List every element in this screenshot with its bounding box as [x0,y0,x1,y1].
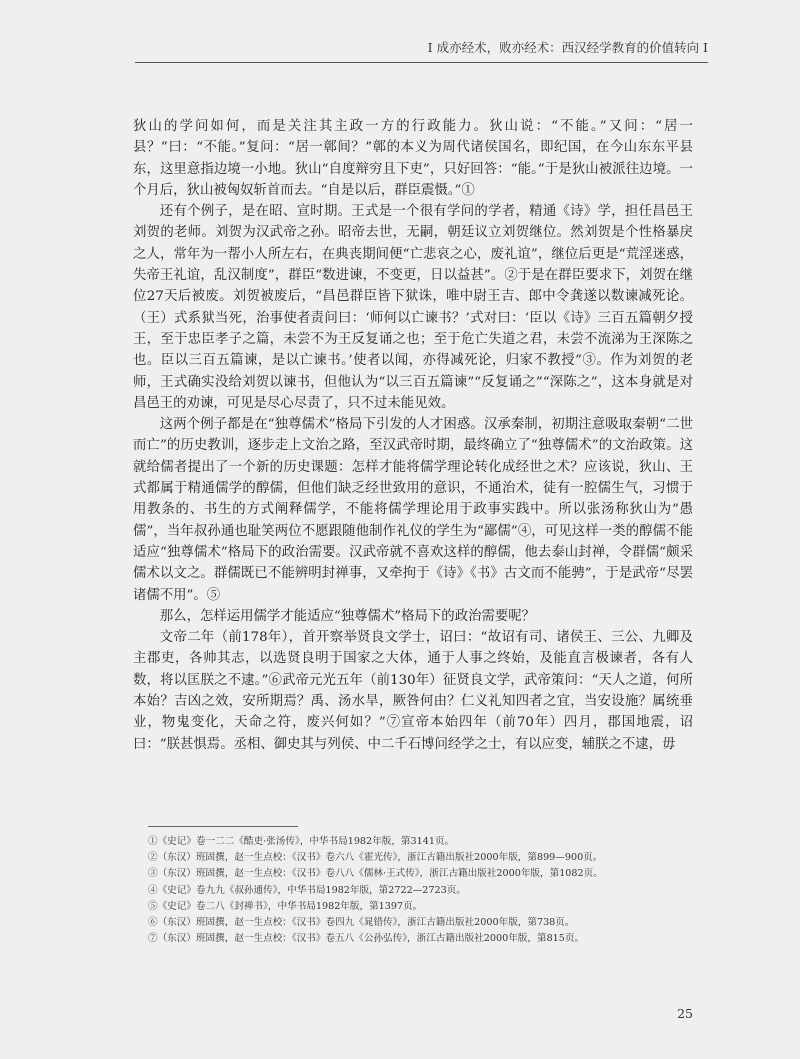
page-number: 25 [677,1006,693,1021]
paragraph-2: 还有个例子，是在昭、宣时期。王式是一个很有学问的学者，精通《诗》学，担任昌邑王刘贺的老师。刘贺为汉武帝之孙。昭帝去世，无嗣，朝廷议立刘贺继位。然刘贺是个性格暴戾之人，常年为一帮小人所左右，在典丧期间便“亡悲哀之心，废礼谊”，继位后更是“荒淫迷惑，失帝王礼谊，乱汉制度”，群臣“数进谏，不变更，日以益甚”。②于是在群臣要求下，刘贺在继位27天后被废。刘贺被废后，“昌邑群臣皆下狱诛，唯中尉王吉、郎中令龚遂以数谏减死论。（王）式系狱当死，治事使者责问曰：‘师何以亡谏书？’式对曰：‘臣以《诗》三百五篇朝夕授王，至于忠臣孝子之篇，未尝不为王反复诵之也；至于危亡失道之君，未尝不流涕为王深陈之也。臣以三百五篇谏，是以亡谏书。’使者以闻，亦得减死论，归家不教授”③。作为刘贺的老师，王式确实没给刘贺以谏书，但他认为“以三百五篇谏”“反复诵之”“深陈之”，这本身就是对昌邑王的劝谏，可见是尽心尽责了，只不过未能见效。 [133,204,693,411]
footnote-7: ⑦（东汉）班固撰，赵一生点校：《汉书》卷五八《公孙弘传》，浙江古籍出版社2000年版，第815页。 [148,933,585,945]
footnote-5: ⑤《史记》卷二八《封禅书》，中华书局1982年版，第1397页。 [148,900,423,912]
footnote-3: ③（东汉）班固撰，赵一生点校：《汉书》卷八八《儒林·王式传》，浙江古籍出版社2000年版，第1082页。 [148,868,603,880]
footnote-rule [148,826,298,827]
paragraph-1: 狄山的学问如何，而是关注其主政一方的行政能力。狄山说：“不能。”又问：“居一县？”曰：“不能。”复问：“居一鄣间？”鄣的本义为周代诸侯国名，即纪国，在今山东东平县东，这里意指边境一小地。狄山“自度辩穷且下吏”，只好回答：“能。”于是狄山被派往边境。一个月后，狄山被匈奴斩首而去。“自是以后，群臣震慑。”① [133,119,693,198]
header-rule [135,62,708,63]
footnotes [148,834,693,947]
footnote-4: ④《史记》卷九九《叔孙通传》，中华书局1982年版，第2722—2723页。 [148,884,466,896]
footnote-2: ②（东汉）班固撰，赵一生点校：《汉书》卷六八《霍光传》，浙江古籍出版社2000年版，第899—900页。 [148,852,603,864]
running-header: Ⅰ 成亦经术，败亦经术：西汉经学教育的价值转向 Ⅰ [427,40,708,55]
main-text [133,116,693,755]
footnote-6: ⑥（东汉）班固撰，赵一生点校：《汉书》卷四九《晁错传》，浙江古籍出版社2000年版，第738页。 [148,917,575,929]
paragraph-4: 那么，怎样运用儒学才能适应“独尊儒术”格局下的政治需要呢？ [159,608,536,624]
paragraph-5: 文帝二年（前178年），首开察举贤良文学士，诏曰：“故诏有司、诸侯王、三公、九卿及主郡吏，各帅其志，以选贤良明于国家之大体，通于人事之终始，及能直言极谏者，各有人数，将以匡朕之不逮。”⑥武帝元光五年（前130年）征贤良文学，武帝策问：“天人之道，何所本始？吉凶之效，安所期焉？禹、汤水旱，厥咎何由？仁义礼知四者之宜，当安设施？属统垂业，物鬼变化，天命之符，废兴何如？”⑦宣帝本始四年（前70年）四月，郡国地震，诏曰：“朕甚惧焉。丞相、御史其与列侯、中二千石博问经学之士，有以应变，辅朕之不逮，毋 [133,630,693,752]
paragraph-3: 这两个例子都是在“独尊儒术”格局下引发的人才困惑。汉承秦制，初期注意吸取秦朝“二世而亡”的历史教训，逐步走上文治之路，至汉武帝时期，最终确立了“独尊儒术”的文治政策。这就给儒者提出了一个新的历史课题：怎样才能将儒学理论转化成经世之术？应该说，狄山、王式都属于精通儒学的醇儒，但他们缺乏经世致用的意识，不通治术，徒有一腔儒生气，习惯于用教条的、书生的方式阐释儒学，不能将儒学理论用于政事实践中。所以张汤称狄山为“愚儒”，当年叔孙通也耻笑两位不愿跟随他制作礼仪的学生为“鄙儒”④，可见这样一类的醇儒不能适应“独尊儒术”格局下的政治需要。汉武帝就不喜欢这样的醇儒，他去泰山封禅，令群儒“颇采儒术以文之。群儒既已不能辨明封禅事，又牵拘于《诗》《书》古文而不能骋”，于是武帝“尽罢诸儒不用”。⑤ [133,417,693,603]
footnote-1: ①《史记》卷一二二《酷吏·张汤传》，中华书局1982年版，第3141页。 [148,836,455,847]
